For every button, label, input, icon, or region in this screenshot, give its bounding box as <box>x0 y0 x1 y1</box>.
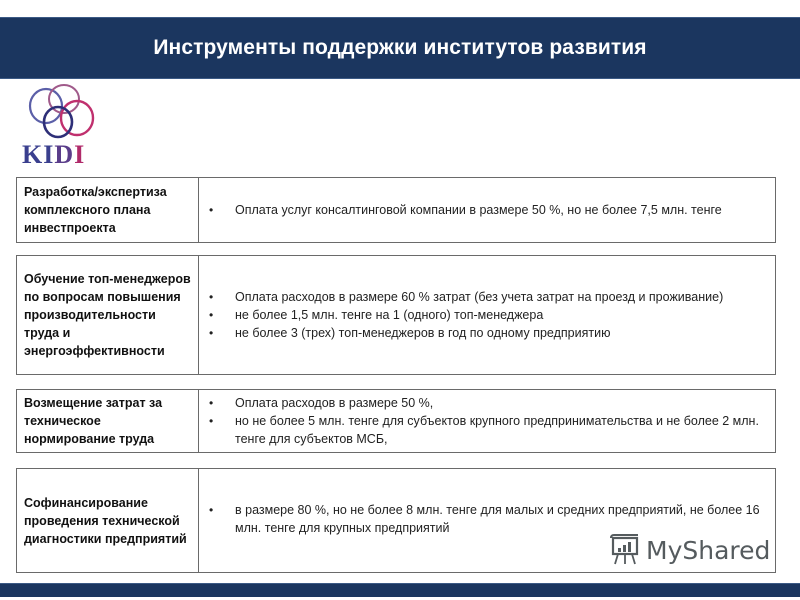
instrument-details-cell <box>199 256 775 374</box>
instrument-title: Обучение топ-менеджеров по вопросам повышения производительности труда и энергоэффективности <box>24 272 191 358</box>
bullet-item: • не более 1,5 млн. тенге на 1 (одного) топ-менеджера <box>209 306 765 324</box>
kidi-heads-logo-icon <box>22 82 102 144</box>
instrument-title: Софинансирование проведения технической диагностики предприятий <box>24 495 187 546</box>
watermark-text: MyShared <box>646 535 771 565</box>
instrument-title-cell <box>17 469 199 572</box>
bullet-item: • не более 3 (трех) топ-менеджеров в год по одному предприятию <box>209 324 765 342</box>
presentation-board-icon <box>608 534 642 566</box>
instrument-row <box>16 177 776 243</box>
myshared-watermark <box>608 533 770 567</box>
instrument-row <box>16 389 776 453</box>
page-title: Инструменты поддержки институтов развития <box>153 36 647 59</box>
instrument-title: Разработка/экспертиза комплексного плана инвестпроекта <box>24 185 167 235</box>
instrument-title-cell <box>17 390 199 452</box>
bullet-item: • но не более 5 млн. тенге для субъектов крупного предпринимательства и не более 2 млн. тенге для субъектов МСБ, <box>209 412 765 448</box>
bullet-item: • в размере 80 %, но не более 8 млн. тенге для малых и средних предприятий, не более 16 млн. тенге для крупных предприятий <box>209 501 765 537</box>
instrument-row <box>16 255 776 375</box>
bullet-item: • Оплата расходов в размере 60 % затрат (без учета затрат на проезд и проживание) <box>209 288 765 306</box>
bullet-item: • Оплата услуг консалтинговой компании в размере 50 %, но не более 7,5 млн. тенге <box>209 201 765 219</box>
bullet-list <box>209 288 765 342</box>
instrument-title-cell <box>17 178 199 242</box>
bullet-list <box>209 501 765 537</box>
instrument-details-cell <box>199 390 775 452</box>
instrument-details-cell <box>199 178 775 242</box>
bullet-item: • Оплата расходов в размере 50 %, <box>209 394 765 412</box>
footer-bar <box>0 583 800 597</box>
header-bar <box>0 17 800 79</box>
kidi-logo <box>22 82 102 170</box>
bullet-list <box>209 201 765 219</box>
instrument-title: Возмещение затрат за техническое нормирование труда <box>24 396 163 446</box>
instrument-title-cell <box>17 256 199 374</box>
bullet-list <box>209 394 765 448</box>
kidi-logo-text: KIDI <box>22 140 86 169</box>
